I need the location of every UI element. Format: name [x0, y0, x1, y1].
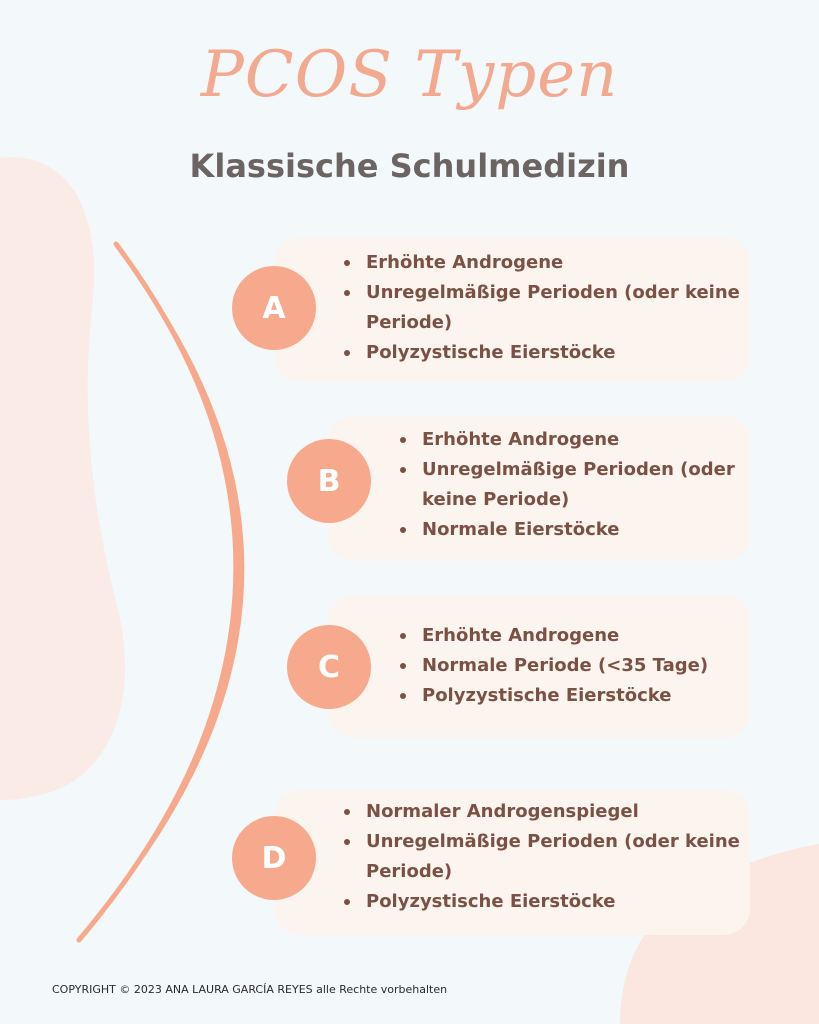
- list-item: Polyzystische Eierstöcke: [398, 681, 740, 711]
- type-badge-d: D: [232, 816, 316, 900]
- list-item: Normale Periode (<35 Tage): [398, 651, 740, 681]
- list-item: Unregelmäßige Perioden (oder keine Periode): [342, 827, 742, 887]
- list-item: Normale Eierstöcke: [398, 515, 740, 545]
- type-badge-c: C: [287, 625, 371, 709]
- page-title: PCOS Typen: [200, 38, 619, 112]
- list-item: Polyzystische Eierstöcke: [342, 338, 742, 368]
- type-badge-a: A: [232, 266, 316, 350]
- list-item: Unregelmäßige Perioden (oder keine Periode): [342, 278, 742, 338]
- list-item: Erhöhte Androgene: [342, 248, 742, 278]
- list-item: Erhöhte Androgene: [398, 621, 740, 651]
- type-badge-b: B: [287, 439, 371, 523]
- list-item: Normaler Androgenspiegel: [342, 797, 742, 827]
- list-item: Erhöhte Androgene: [398, 425, 740, 455]
- copyright-footer: COPYRIGHT © 2023 ANA LAURA GARCÍA REYES alle Rechte vorbehalten: [52, 983, 448, 996]
- type-list-a: [342, 248, 742, 368]
- type-list-d: [342, 797, 742, 917]
- type-list-b: [398, 425, 740, 545]
- type-list-c: [398, 621, 740, 711]
- list-item: Unregelmäßige Perioden (oder keine Periode): [398, 455, 740, 515]
- list-item: Polyzystische Eierstöcke: [342, 887, 742, 917]
- page-subtitle: Klassische Schulmedizin: [189, 147, 630, 185]
